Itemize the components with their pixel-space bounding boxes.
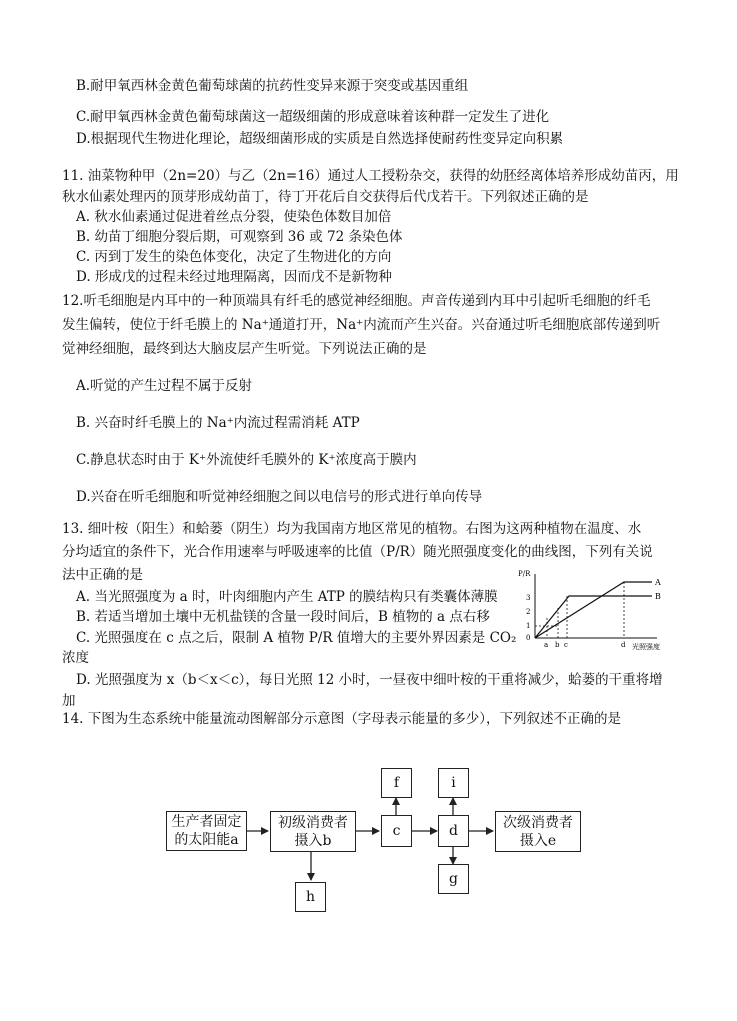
graph-ytick-0: 0 (526, 634, 531, 642)
producer-box: 生产者固定的太阳能a (166, 811, 247, 851)
q13-option-d-line2: 加 (62, 693, 76, 709)
graph-xtick-a: a (544, 641, 549, 649)
q13-stem-line1: 13. 细叶桉（阳生）和蛤蒌（阴生）均为我国南方地区常见的植物。右图为这两种植物在温度、水 (62, 521, 642, 537)
q14-stem: 14. 下图为生态系统中能量流动图解部分示意图（字母表示能量的多少），下列叙述不正确的是 (62, 711, 622, 727)
box-f: f (381, 768, 412, 798)
q11-stem-line2: 秋水仙素处理丙的顶芽形成幼苗丁，待丁开花后自交获得后代戊若干。下列叙述正确的是 (62, 189, 589, 205)
graph-curve-a-label: A (655, 578, 661, 587)
q10-option-d: D.根据现代生物进化理论，超级细菌形成的实质是自然选择使耐药性变异定向积累 (76, 131, 564, 147)
q13-stem-line3: 法中正确的是 (62, 567, 143, 583)
primary-consumer-box: 初级消费者摄入b (270, 811, 356, 852)
q11-option-a: A. 秋水仙素通过促进着丝点分裂，使染色体数目加倍 (76, 209, 392, 225)
box-i: i (438, 768, 469, 798)
q12-stem-line1: 12.听毛细胞是内耳中的一种顶端具有纤毛的感觉神经细胞。声音传递到内耳中引起听毛细胞的纤毛 (62, 293, 651, 309)
graph-xtick-d: d (621, 641, 626, 649)
q11-option-c: C. 丙到丁发生的染色体变化，决定了生物进化的方向 (76, 249, 392, 265)
q10-option-c: C.耐甲氧西林金黄色葡萄球菌这一超级细菌的形成意味着该种群一定发生了进化 (76, 109, 550, 125)
secondary-consumer-box: 次级消费者摄入e (495, 811, 581, 852)
box-d: d (438, 815, 469, 847)
q11-option-b: B. 幼苗丁细胞分裂后期，可观察到 36 或 72 条染色体 (76, 229, 403, 245)
q12-option-b: B. 兴奋时纤毛膜上的 Na⁺内流过程需消耗 ATP (76, 415, 360, 431)
q12-stem-line2: 发生偏转，使位于纤毛膜上的 Na⁺通道打开，Na⁺内流而产生兴奋。兴奋通过听毛细胞底部传递到听 (62, 317, 661, 333)
q12-option-a: A.听觉的产生过程不属于反射 (76, 378, 253, 394)
q12-stem-line3: 觉神经细胞，最终到达大脑皮层产生听觉。下列说法正确的是 (62, 341, 427, 357)
graph-xtick-b: b (555, 641, 560, 649)
q12-option-c: C.静息状态时由于 K⁺外流使纤毛膜外的 K⁺浓度高于膜内 (76, 452, 417, 468)
q10-option-b: B.耐甲氧西林金黄色葡萄球菌的抗药性变异来源于突变或基因重组 (76, 78, 469, 94)
q13-option-b: B. 若适当增加土壤中无机盐镁的含量一段时间后，B 植物的 a 点右移 (76, 609, 490, 625)
q11-option-d: D. 形成戊的过程未经过地理隔离，因而戊不是新物种 (76, 269, 392, 285)
q13-stem-line2: 分均适宜的条件下，光合作用速率与呼吸速率的比值（P/R）随光照强度变化的曲线图，下列有关说 (62, 544, 653, 560)
q13-option-c-line1: C. 光照强度在 c 点之后，限制 A 植物 P/R 值增大的主要外界因素是 CO₂ (76, 630, 517, 646)
box-h: h (295, 882, 326, 912)
graph-xtick-c: c (564, 641, 568, 649)
box-g: g (438, 864, 469, 894)
q13-option-d-line1: D. 光照强度为 x（b＜x＜c），每日光照 12 小时，一昼夜中细叶桉的干重将减少，蛤蒌的干重将增 (76, 672, 663, 688)
q13-option-a: A. 当光照强度为 a 时，叶肉细胞内产生 ATP 的膜结构只有类囊体薄膜 (76, 589, 498, 605)
box-c: c (381, 815, 412, 847)
q13-option-c-line2: 浓度 (62, 650, 89, 666)
graph-ytick-2: 2 (526, 608, 531, 616)
graph-curve-b-label: B (655, 592, 661, 601)
q12-option-d: D.兴奋在听毛细胞和听觉神经细胞之间以电信号的形式进行单向传导 (76, 489, 483, 505)
q11-stem-line1: 11. 油菜物种甲（2n=20）与乙（2n=16）通过人工授粉杂交，获得的幼胚经离体培养形成幼苗丙，用 (62, 168, 679, 184)
graph-xlabel: 光照强度 (632, 643, 660, 651)
graph-ytick-1: 1 (526, 622, 531, 630)
graph-ytick-3: 3 (526, 594, 531, 602)
graph-ylabel: P/R (518, 570, 531, 578)
